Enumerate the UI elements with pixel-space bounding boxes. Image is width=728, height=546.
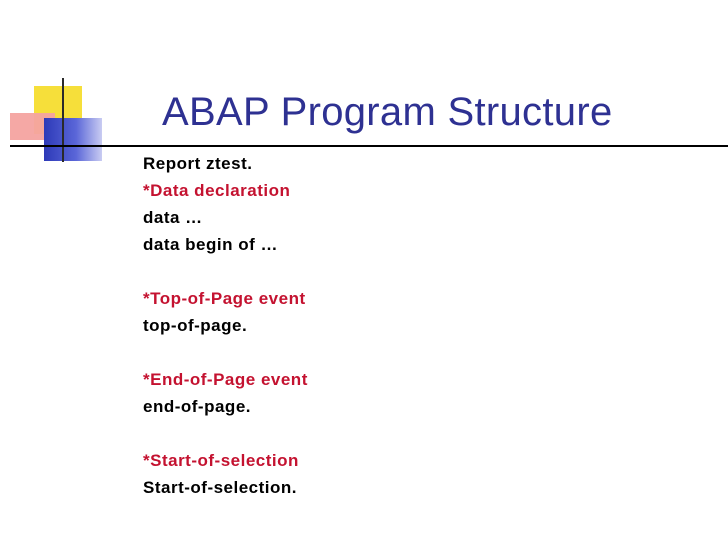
code-line-data: data … <box>143 208 203 227</box>
logo-vertical-line <box>62 78 64 162</box>
comment-line-top-of-page: *Top-of-Page event <box>143 289 306 308</box>
comment-line-data-declaration: *Data declaration <box>143 181 291 200</box>
blank-line <box>143 258 703 285</box>
title-divider-line <box>10 145 728 147</box>
code-listing <box>143 150 703 501</box>
code-line-start-of-selection: Start-of-selection. <box>143 478 298 497</box>
code-line-top-of-page: top-of-page. <box>143 316 248 335</box>
comment-line-end-of-page: *End-of-Page event <box>143 370 308 389</box>
logo-blue-square <box>44 118 102 161</box>
blank-line <box>143 339 703 366</box>
code-line-data-begin-of: data begin of … <box>143 235 278 254</box>
comment-line-start-of-selection: *Start-of-selection <box>143 451 299 470</box>
code-line-end-of-page: end-of-page. <box>143 397 251 416</box>
blank-line <box>143 420 703 447</box>
code-line-report: Report ztest. <box>143 154 253 173</box>
slide-title: ABAP Program Structure <box>162 90 613 134</box>
